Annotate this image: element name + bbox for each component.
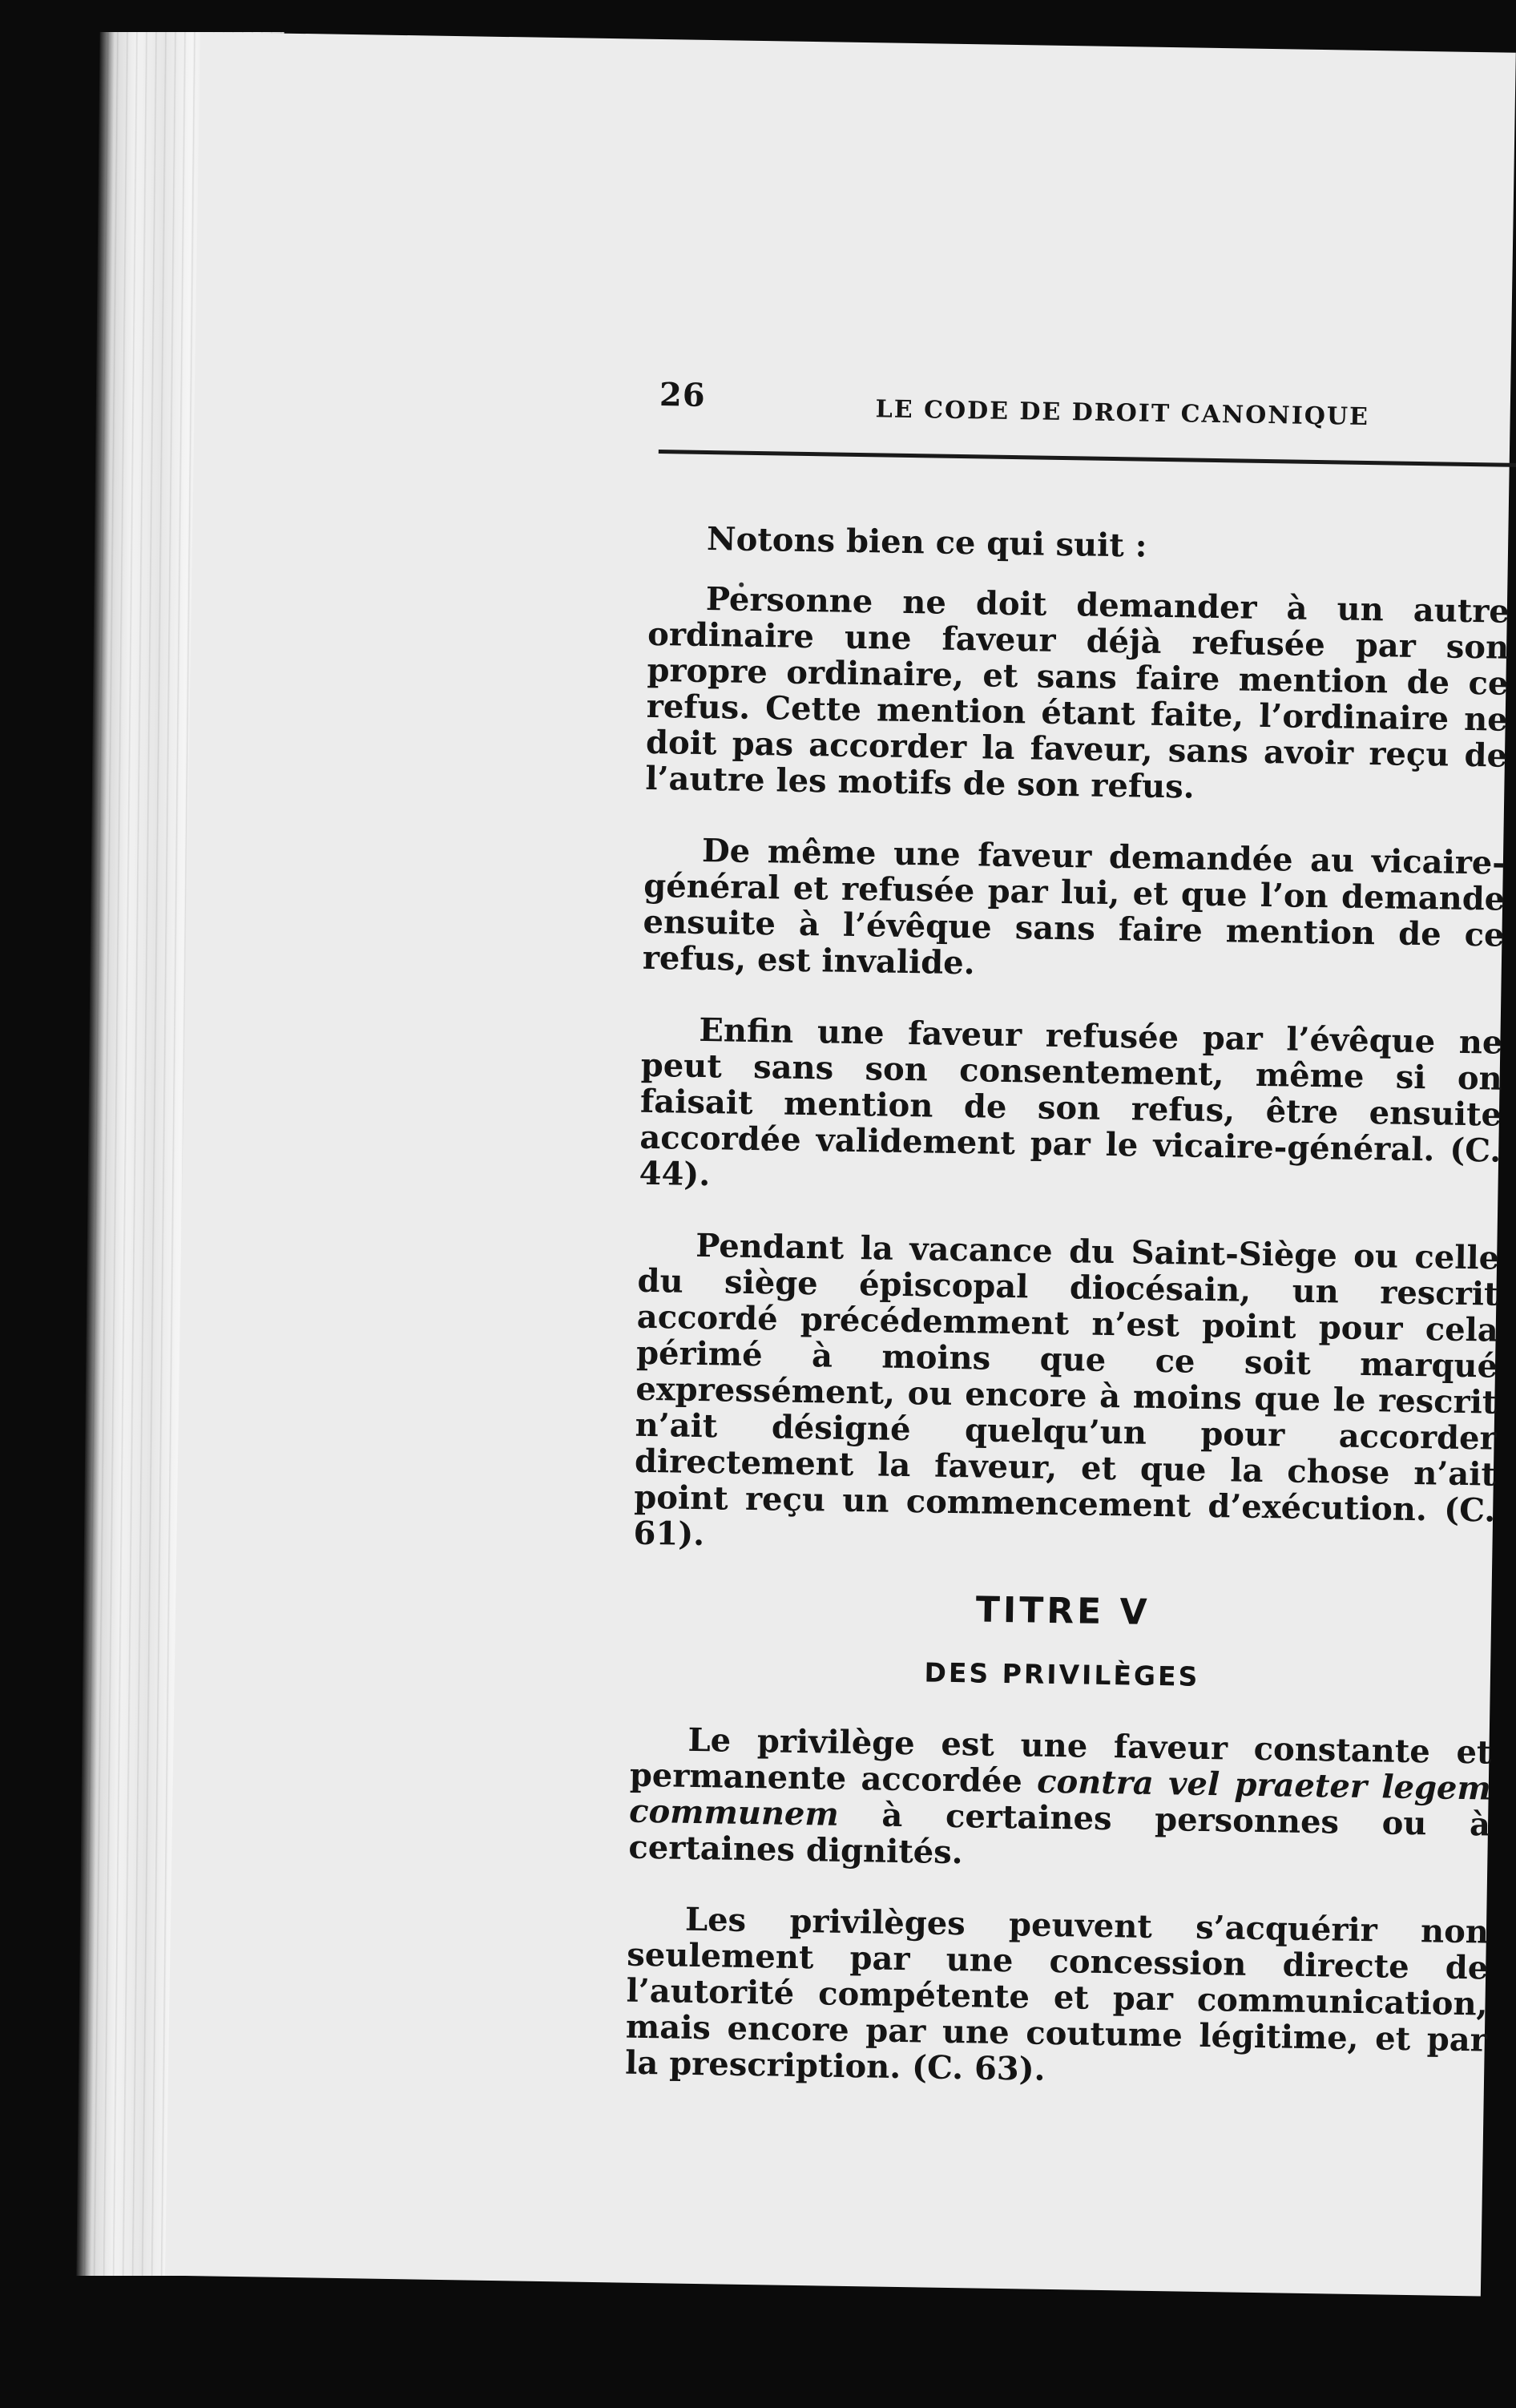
- paragraph: Enfin une faveur refusée par l’évêque ne peut sans son consentement, même si on faisait mention de son refus, être ensuite accordée validement par le vicaire-général. (C. 44).: [639, 1010, 1503, 1194]
- header-rule: [659, 450, 1516, 467]
- page-number: 26: [659, 376, 706, 414]
- intro-paragraph: Notons bien ce qui suit :: [706, 520, 1147, 565]
- privilege-text-after: à certaines personnes ou à certaines dignités.: [628, 1795, 1491, 1872]
- running-head: LE CODE DE DROIT CANONIQUE: [875, 395, 1370, 431]
- paragraph: Personne ne doit demander à un autre ordinaire une faveur déjà refusée par son propre ordinaire, et sans faire mention de ce refus. Cette mention étant faite, l’ordinaire ne doit pas accorder la faveur, sans avoir reçu de l’autre les motifs de son refus.: [645, 580, 1510, 806]
- book-page: [165, 32, 1516, 2296]
- privilege-text-before: Le privilège est une faveur constante et permanente accordée: [629, 1720, 1492, 1801]
- privilege-paragraph: [628, 1721, 1492, 1879]
- paragraph: Les privilèges peuvent s’acquérir non seulement par une concession directe de l’autorité compétente et par communication, mais encore par une coutume légitime, et par la prescription. (C. 63).: [624, 1900, 1490, 2088]
- paragraph: De même une faveur demandée au vicaire-général et refusée par lui, et que l’on demande ensuite à l’évêque sans faire mention de ce refus, est invalide.: [642, 831, 1506, 982]
- body-text: [624, 520, 1510, 2130]
- paragraph: Pendant la vacance du Saint-Siège ou celle du siège épiscopal diocésain, un rescrit accordé précédemment n’est point pour cela périmé à moins que ce soit marqué expressément, ou encore à moins que le rescrit n’ait désigné quelqu’un pour accorder directement la faveur, et que la chose n’ait point reçu un commencement d’exécution. (C. 61).: [633, 1226, 1500, 1554]
- latin-phrase: contra vel praeter legem communem: [628, 1762, 1492, 1833]
- section-subtitle: DES PRIVILÈGES: [924, 1656, 1200, 1692]
- section-title: TITRE V: [975, 1589, 1151, 1633]
